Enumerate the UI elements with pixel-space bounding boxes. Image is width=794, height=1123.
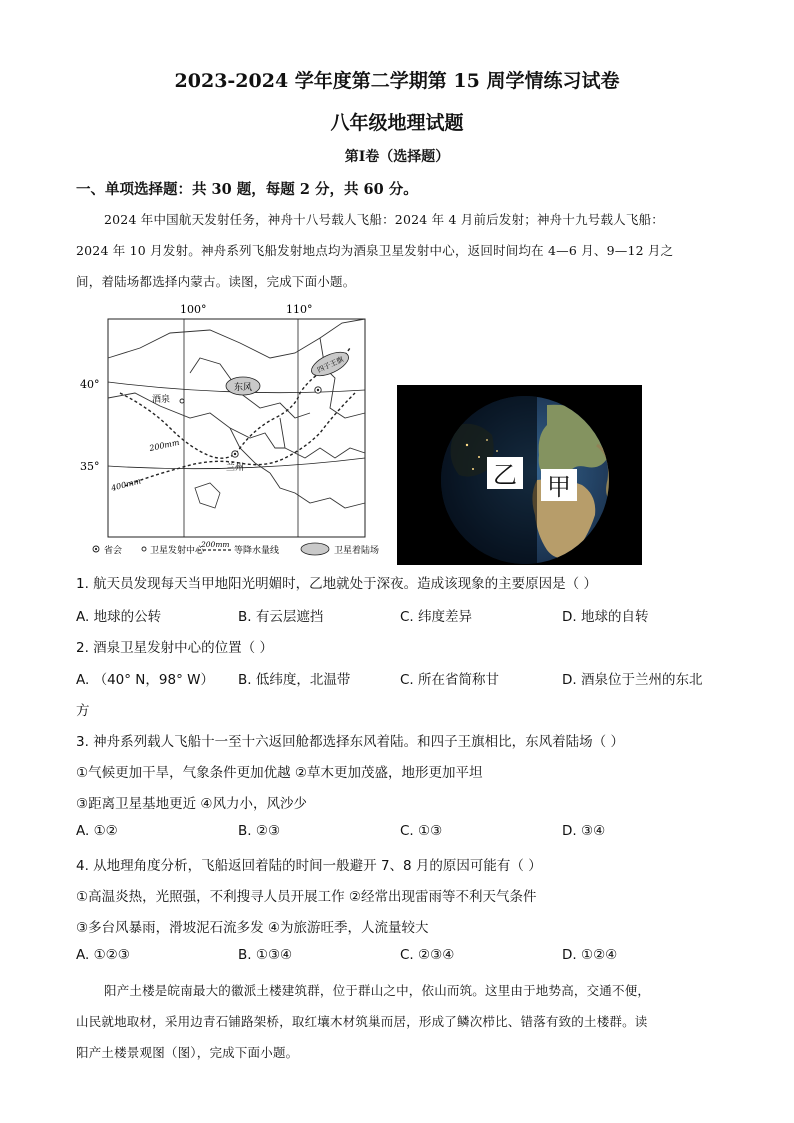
part2-intro-line-1: 阳产土楼是皖南最大的徽派土楼建筑群，位于群山之中，依山而筑。这里由于地势高，交通不便，	[104, 983, 651, 998]
legend-launch-label: 卫星发射中心	[150, 546, 205, 556]
question-4-option-c[interactable]: C. ②③④	[400, 947, 455, 963]
globe-figure	[397, 385, 642, 565]
question-1-option-d[interactable]: D. 地球的自转	[562, 609, 649, 625]
map-frame	[108, 319, 365, 537]
legend-isohyet-label: 等降水量线	[234, 546, 280, 556]
question-3-option-c[interactable]: C. ①③	[400, 823, 443, 839]
question-1-option-b[interactable]: B. 有云层遮挡	[238, 609, 324, 625]
question-4-option-d[interactable]: D. ①②④	[562, 947, 618, 963]
exam-title: 2023-2024 学年度第二学期第 15 周学情练习试卷	[174, 70, 620, 92]
section-title: 第Ⅰ卷（选择题）	[344, 149, 450, 165]
question-2-option-c[interactable]: C. 所在省简称甘	[400, 672, 500, 688]
legend-capital-label: 省会	[104, 546, 123, 556]
question-3-statement-line-1: ①气候更加干旱，气象条件更加优越 ②草木更加茂盛，地形更加平坦	[76, 765, 483, 781]
city-light	[486, 439, 488, 441]
question-1-stem: 1. 航天员发现每天当甲地阳光明媚时，乙地就处于深夜。造成该现象的主要原因是（ ）	[76, 576, 597, 592]
legend-landing-icon	[301, 543, 329, 555]
legend-launch-icon	[142, 547, 146, 551]
question-4-stem: 4. 从地理角度分析，飞船返回着陆的时间一般避开 7、8 月的原因可能有（ ）	[76, 858, 542, 874]
isohyet-label-200: 200mm	[148, 437, 181, 453]
question-3-option-a[interactable]: A. ①②	[76, 823, 118, 839]
question-2-option-d[interactable]: D. 酒泉位于兰州的东北	[562, 672, 703, 688]
hohhot-capital-dot	[317, 389, 319, 391]
question-1-option-c[interactable]: C. 纬度差异	[400, 609, 473, 625]
question-3-option-b[interactable]: B. ②③	[238, 823, 281, 839]
question-2-option-d-continuation: 方	[76, 703, 90, 719]
question-4-option-a[interactable]: A. ①②③	[76, 947, 130, 963]
lat-label-40: 40°	[80, 378, 100, 391]
siziwang-label: 四子王旗	[316, 355, 345, 375]
question-1-option-a[interactable]: A. 地球的公转	[76, 609, 162, 625]
lanzhou-label: 兰州	[226, 463, 245, 473]
city-light	[478, 456, 480, 458]
lanzhou-capital-dot	[234, 453, 236, 455]
part2-intro-line-2: 山民就地取材，采用边青石铺路架桥，取红壤木材筑巢而居，形成了鳞次栉比、错落有致的土楼群。读	[76, 1014, 648, 1029]
intro-line-3: 间，着陆场都选择内蒙古。读图，完成下面小题。	[76, 274, 356, 289]
isohyet-label-400: 400mm	[110, 476, 142, 493]
jiuquan-label: 酒泉	[152, 395, 171, 405]
question-4-option-b[interactable]: B. ①③④	[238, 947, 293, 963]
part-heading: 一、单项选择题：共 30 题，每题 2 分，共 60 分。	[76, 181, 418, 198]
part2-intro-line-3: 阳产土楼景观图（图），完成下面小题。	[76, 1045, 299, 1060]
legend-isohyet-value: 200mm	[201, 540, 230, 549]
lat-label-35: 35°	[80, 460, 100, 473]
question-4-statement-line-1: ①高温炎热，光照强，不利搜寻人员开展工作 ②经常出现雷雨等不利天气条件	[76, 889, 537, 905]
city-light	[496, 450, 498, 452]
question-2-stem: 2. 酒泉卫星发射中心的位置（ ）	[76, 640, 273, 656]
label-jia: 甲	[547, 473, 571, 501]
question-3-statement-line-2: ③距离卫星基地更近 ④风力小，风沙少	[76, 796, 307, 812]
jiuquan-launch-marker	[180, 399, 184, 403]
lon-label-110: 110°	[286, 303, 313, 316]
city-light	[466, 444, 468, 446]
question-3-option-d[interactable]: D. ③④	[562, 823, 606, 839]
intro-line-1: 2024 年中国航天发射任务，神舟十八号载人飞船：2024 年 4 月前后发射；神舟十九号载人飞船：	[104, 212, 664, 227]
exam-subtitle: 八年级地理试题	[330, 112, 464, 134]
question-2-option-b[interactable]: B. 低纬度，北温带	[238, 672, 351, 688]
lon-label-100: 100°	[180, 303, 207, 316]
city-light	[472, 468, 474, 470]
intro-line-2: 2024 年 10 月发射。神舟系列飞船发射地点均为酒泉卫星发射中心，返回时间均在 4—6 月、9—12 月之	[76, 243, 674, 258]
legend-capital-dot	[95, 548, 97, 550]
legend-landing-label: 卫星着陆场	[334, 546, 380, 556]
question-2-option-a[interactable]: A. （40° N，98° W）	[76, 672, 214, 688]
question-3-stem: 3. 神舟系列载人飞船十一至十六返回舱都选择东风着陆。和四子王旗相比，东风着陆场（ ）	[76, 734, 624, 750]
label-yi: 乙	[493, 461, 517, 489]
dongfeng-label: 东风	[233, 383, 253, 393]
map-figure	[80, 298, 400, 560]
question-4-statement-line-2: ③多台风暴雨，滑坡泥石流多发 ④为旅游旺季，人流量较大	[76, 920, 429, 936]
